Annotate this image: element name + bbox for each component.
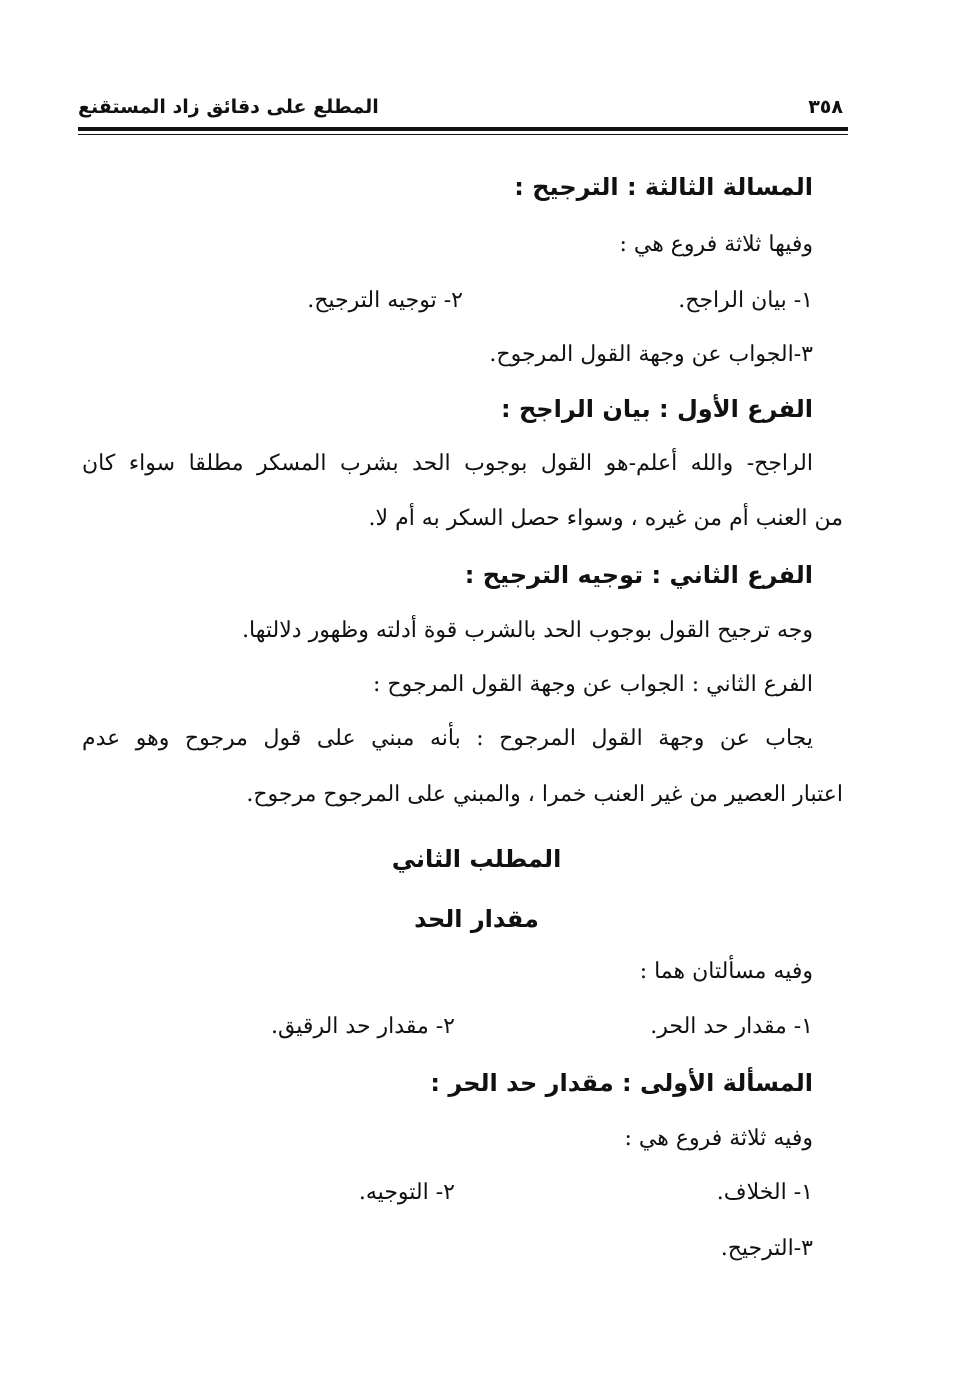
branch1-heading: الفرع الأول : بيان الراجح : — [501, 395, 813, 423]
issue1-heading: المسألة الأولى : مقدار حد الحر : — [430, 1069, 813, 1097]
section2-item1: ١- مقدار حد الحر. — [650, 1014, 813, 1039]
page-number: ٣٥٨ — [808, 96, 843, 118]
header-rule-thick — [78, 127, 848, 131]
section2-subtitle: مقدار الحد — [414, 905, 539, 933]
branch3-paragraph-line1: يجاب عن وجهة القول المرجوح : بأنه مبني على قول مرجوح وهو عدم — [82, 726, 813, 751]
section2-title: المطلب الثاني — [391, 845, 562, 873]
branch2-heading: الفرع الثاني : توجيه الترجيح : — [464, 561, 813, 589]
book-title: المطلع على دقائق زاد المستقنع — [78, 96, 379, 118]
issue1-item2: ٢- التوجيه. — [358, 1180, 455, 1205]
section2-intro: وفيه مسألتان هما : — [639, 959, 813, 984]
issue3-item1: ١- بيان الراجح. — [678, 288, 813, 313]
issue3-item2: ٢- توجيه الترجيح. — [307, 288, 463, 313]
header-rule-thin — [78, 134, 848, 135]
branch1-paragraph-line1: الراجح- والله أعلم-هو القول بوجوب الحد بشرب المسكر مطلقا سواء كان — [82, 451, 813, 476]
branch1-paragraph-line2: من العنب أم من غيره ، وسواء حصل السكر به أم لا. — [368, 506, 843, 531]
branch3-heading: الفرع الثاني : الجواب عن وجهة القول المرجوح : — [373, 672, 813, 697]
issue1-item3: ٣-الترجيح. — [720, 1236, 813, 1261]
page-header — [78, 92, 843, 122]
section2-item2: ٢- مقدار حد الرقيق. — [270, 1014, 455, 1039]
issue1-item1: ١- الخلاف. — [716, 1180, 813, 1205]
issue3-heading: المسالة الثالثة : الترجيح : — [514, 173, 813, 201]
branch3-paragraph-line2: اعتبار العصير من غير العنب خمرا ، والمبني على المرجوح مرجوح. — [246, 782, 843, 807]
issue3-intro: وفيها ثلاثة فروع هي : — [619, 232, 813, 257]
issue1-intro: وفيه ثلاثة فروع هي : — [624, 1126, 813, 1151]
branch2-paragraph: وجه ترجيح القول بوجوب الحد بالشرب قوة أدلته وظهور دلالتها. — [242, 618, 813, 643]
issue3-item3: ٣-الجواب عن وجهة القول المرجوح. — [489, 342, 813, 367]
